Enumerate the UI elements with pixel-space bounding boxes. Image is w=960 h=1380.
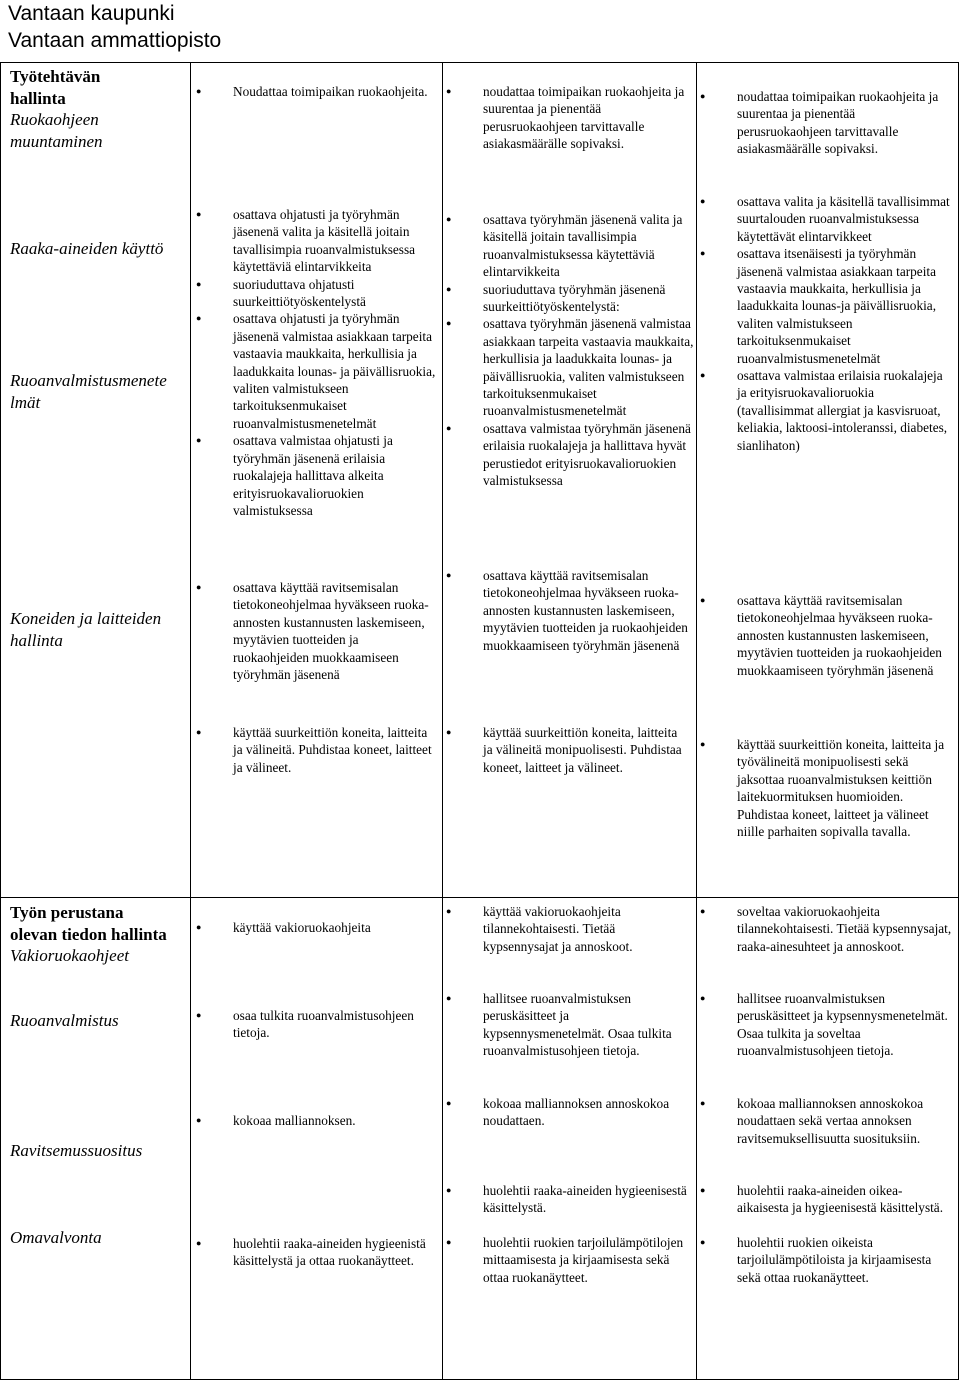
list-item: ● huolehtii ruokien oikeista tarjoilulämpötiloista ja kirjaamisesta sekä ottaa ruokanäytteet. — [700, 1234, 952, 1286]
list-item: ● osattava käyttää ravitsemisalan tietokoneohjelmaa hyväkseen ruoka-annosten kustannusten laskemiseen, myytävien tuotteiden ja ruokaohjeiden muokkaamiseen työryhmän jäsenenä — [446, 567, 690, 654]
cell-row3-col1 — [196, 724, 436, 776]
row-label-ravitsemussuositus: Ravitsemussuositus — [10, 1141, 143, 1160]
cell-row1-col2 — [446, 211, 694, 490]
list-item: ● osattava valmistaa erilaisia ruokalajeja ja erityisruokavalioruokia (tavallisimmat allergiat ja kasvisruoat, keliakia, laktoosi-intoleranssi, diabetes, sianlihaton) — [700, 367, 954, 454]
cell-row3-col2 — [446, 724, 690, 776]
list-item: ● hallitsee ruoanvalmistuksen peruskäsitteet ja kypsennysmenetelmät. Osaa tulkita ja soveltaa ruoanvalmistusohjeen tietoja. — [700, 990, 952, 1060]
cell-row4-col2 — [446, 903, 690, 955]
list-item: ● huolehtii raaka-aineiden hygieenistä käsittelystä ja ottaa ruokanäytteet. — [196, 1235, 436, 1270]
cell-row0-col3 — [700, 88, 952, 158]
cell-row0-col2 — [446, 83, 690, 153]
institution-name: Vantaan ammattiopisto — [8, 29, 222, 52]
organization-name: Vantaan kaupunki — [8, 2, 175, 25]
list-item: ● käyttää vakioruokaohjeita — [196, 919, 436, 936]
list-item: ● käyttää suurkeittiön koneita, laitteita ja välineitä. Puhdistaa koneet, laitteet ja välineet. — [196, 724, 436, 776]
cell-row4-col1 — [196, 919, 436, 936]
cell-row5-col3 — [700, 990, 952, 1060]
list-item: ● käyttää suurkeittiön koneita, laitteita ja välineitä monipuolisesti. Puhdistaa koneet, laitteet ja välineet. — [446, 724, 690, 776]
cell-row6-col2 — [446, 1095, 690, 1130]
table-border-left — [0, 62, 1, 1380]
cell-row3-col3 — [700, 736, 952, 840]
list-item: ● osattava valita ja käsitellä tavallisimmat suurtalouden ruoanvalmistuksessa käytettävät elintarvikkeet — [700, 193, 954, 245]
col-separator-1 — [190, 62, 191, 1380]
row-label-ruoanvalmistusmenetelmat: Ruoanvalmistusmenete lmät — [10, 371, 167, 412]
cell-row1-col3 — [700, 193, 954, 454]
list-item: ● huolehtii raaka-aineiden hygieenisestä käsittelystä. — [446, 1182, 694, 1217]
list-item: ● kokoaa malliannoksen. — [196, 1112, 436, 1129]
list-item: ● osattava valmistaa ohjatusti ja työryhmän jäsenenä erilaisia ruokalajeja hallittava alkeita erityisruokavalioruokien valmistuksessa — [196, 432, 436, 519]
list-item: ● osattava ohjatusti ja työryhmän jäsenenä valita ja käsitellä joitain tavallisimpia ruoanvalmistuksessa käytettäviä elintarvikkeita — [196, 206, 436, 276]
list-item: ● osattava käyttää ravitsemisalan tietokoneohjelmaa hyväkseen ruoka-annosten kustannusten laskemiseen, myytävien tuotteiden ja ruokaohjeiden muokkaamiseen työryhmän jäsenenä — [700, 592, 952, 679]
list-item: ● noudattaa toimipaikan ruokaohjeita ja suurentaa ja pienentää perusruokaohjeen tarvittavalle asiakasmäärälle sopivaksi. — [700, 88, 952, 158]
row-label-tyotehtavan-hallinta: Työtehtävän hallinta Ruokaohjeen muuntaminen — [10, 67, 103, 151]
list-item: ● suoriuduttava työryhmän jäsenenä suurkeittiötyöskentelystä: — [446, 281, 694, 316]
list-item: ● noudattaa toimipaikan ruokaohjeita ja suurentaa ja pienentää perusruokaohjeen tarvittavalle asiakasmäärälle sopivaksi. — [446, 83, 690, 153]
list-item: ● hallitsee ruoanvalmistuksen peruskäsitteet ja kypsennysmenetelmät. Osaa tulkita ruoanvalmistusohjeen tietoja. — [446, 990, 690, 1060]
row-label-raaka-aineiden-kaytto: Raaka-aineiden käyttö — [10, 239, 164, 258]
list-item: ● Noudattaa toimipaikan ruokaohjeita. — [196, 83, 436, 100]
page-header — [8, 0, 221, 54]
list-item: ● käyttää suurkeittiön koneita, laitteita ja työvälineitä monipuolisesti sekä jaksottaa ruoanvalmistuksen keittiön laitekuormituksen huomioiden. Puhdistaa koneet, laitteet ja välineet niille parhaiten sopivalla tavalla. — [700, 736, 952, 840]
cell-row5-col1 — [196, 1007, 440, 1042]
cell-row7-col3 — [700, 1182, 952, 1286]
list-item: ● osattava valmistaa työryhmän jäsenenä erilaisia ruokalajeja ja hallittava hyvät perustiedot erityisruokavalioruokien valmistuksessa — [446, 420, 694, 490]
list-item: ● osattava itsenäisesti ja työryhmän jäsenenä valmistaa asiakkaan tarpeita vastaavia maukkaita, herkullisia ja laadukkaita lounas-ja päivällisruokia, valiten valmistukseen tarkoituksenmukaiset ruoanvalmistusmenetelmät — [700, 245, 954, 367]
list-item: ● kokoaa malliannoksen annoskokoa noudattaen. — [446, 1095, 690, 1130]
list-item: ● osattava käyttää ravitsemisalan tietokoneohjelmaa hyväkseen ruoka-annosten kustannusten laskemiseen, myytävien tuotteiden ja ruokaohjeiden muokkaamiseen työryhmän jäsenenä — [196, 579, 436, 683]
list-item: ● osattava ohjatusti ja työryhmän jäsenenä valmistaa asiakkaan tarpeita vastaavia maukkaita, herkullisia ja laadukkaita lounas- ja päivällisruokia, valiten valmistukseen tarkoituksenmukaiset ruoanvalmistusmenetelmät — [196, 310, 436, 432]
row-label-omavalvonta: Omavalvonta — [10, 1228, 102, 1247]
section-separator — [0, 897, 959, 898]
col-separator-2 — [442, 62, 443, 1380]
list-item: ● kokoaa malliannoksen annoskokoa noudattaen sekä vertaa annoksen ravitsemuksellisuutta suosituksiin. — [700, 1095, 954, 1147]
col-separator-3 — [696, 62, 697, 1380]
list-item: ● osattava työryhmän jäsenenä valmistaa asiakkaan tarpeita vastaavia maukkaita, herkullisia ja laadukkaita lounas- ja päivällisruokia, valiten valmistukseen tarkoituksenmukaiset ruoanvalmistusmenetelmät — [446, 315, 694, 419]
table-border-top — [0, 62, 959, 63]
cell-row0-col1 — [196, 83, 436, 100]
cell-row5-col2 — [446, 990, 690, 1060]
row-label-koneiden-hallinta: Koneiden ja laitteiden hallinta — [10, 609, 162, 650]
list-item: ● huolehtii ruokien tarjoilulämpötilojen mittaamisesta ja kirjaamisesta sekä ottaa ruokanäytteet. — [446, 1234, 694, 1286]
list-item: ● soveltaa vakioruokaohjeita tilannekohtaisesti. Tietää kypsennysajat, raaka-ainesuhteet ja annoskoot. — [700, 903, 952, 955]
list-item: ● osattava työryhmän jäsenenä valita ja käsitellä joitain tavallisimpia ruoanvalmistuksessa käytettäviä elintarvikkeita — [446, 211, 694, 281]
cell-row6-col1 — [196, 1112, 436, 1129]
cell-row6-col3 — [700, 1095, 954, 1147]
cell-row7-col1 — [196, 1235, 436, 1270]
cell-row2-col1 — [196, 579, 436, 683]
list-item: ● osaa tulkita ruoanvalmistusohjeen tietoja. — [196, 1007, 440, 1042]
cell-row2-col2 — [446, 567, 690, 654]
list-item: ● huolehtii raaka-aineiden oikea-aikaisesta ja hygieenisestä käsittelystä. — [700, 1182, 952, 1217]
cell-row2-col3 — [700, 592, 952, 679]
cell-row7-col2 — [446, 1182, 694, 1286]
list-item: ● suoriuduttava ohjatusti suurkeittiötyöskentelystä — [196, 276, 436, 311]
table-border-right — [958, 62, 959, 1380]
list-item: ● käyttää vakioruokaohjeita tilannekohtaisesti. Tietää kypsennysajat ja annoskoot. — [446, 903, 690, 955]
row-label-tyon-perustana: Työn perustana olevan tiedon hallinta Vakioruokaohjeet — [10, 903, 167, 965]
cell-row4-col3 — [700, 903, 952, 955]
cell-row1-col1 — [196, 206, 436, 519]
row-label-ruoanvalmistus: Ruoanvalmistus — [10, 1011, 119, 1030]
